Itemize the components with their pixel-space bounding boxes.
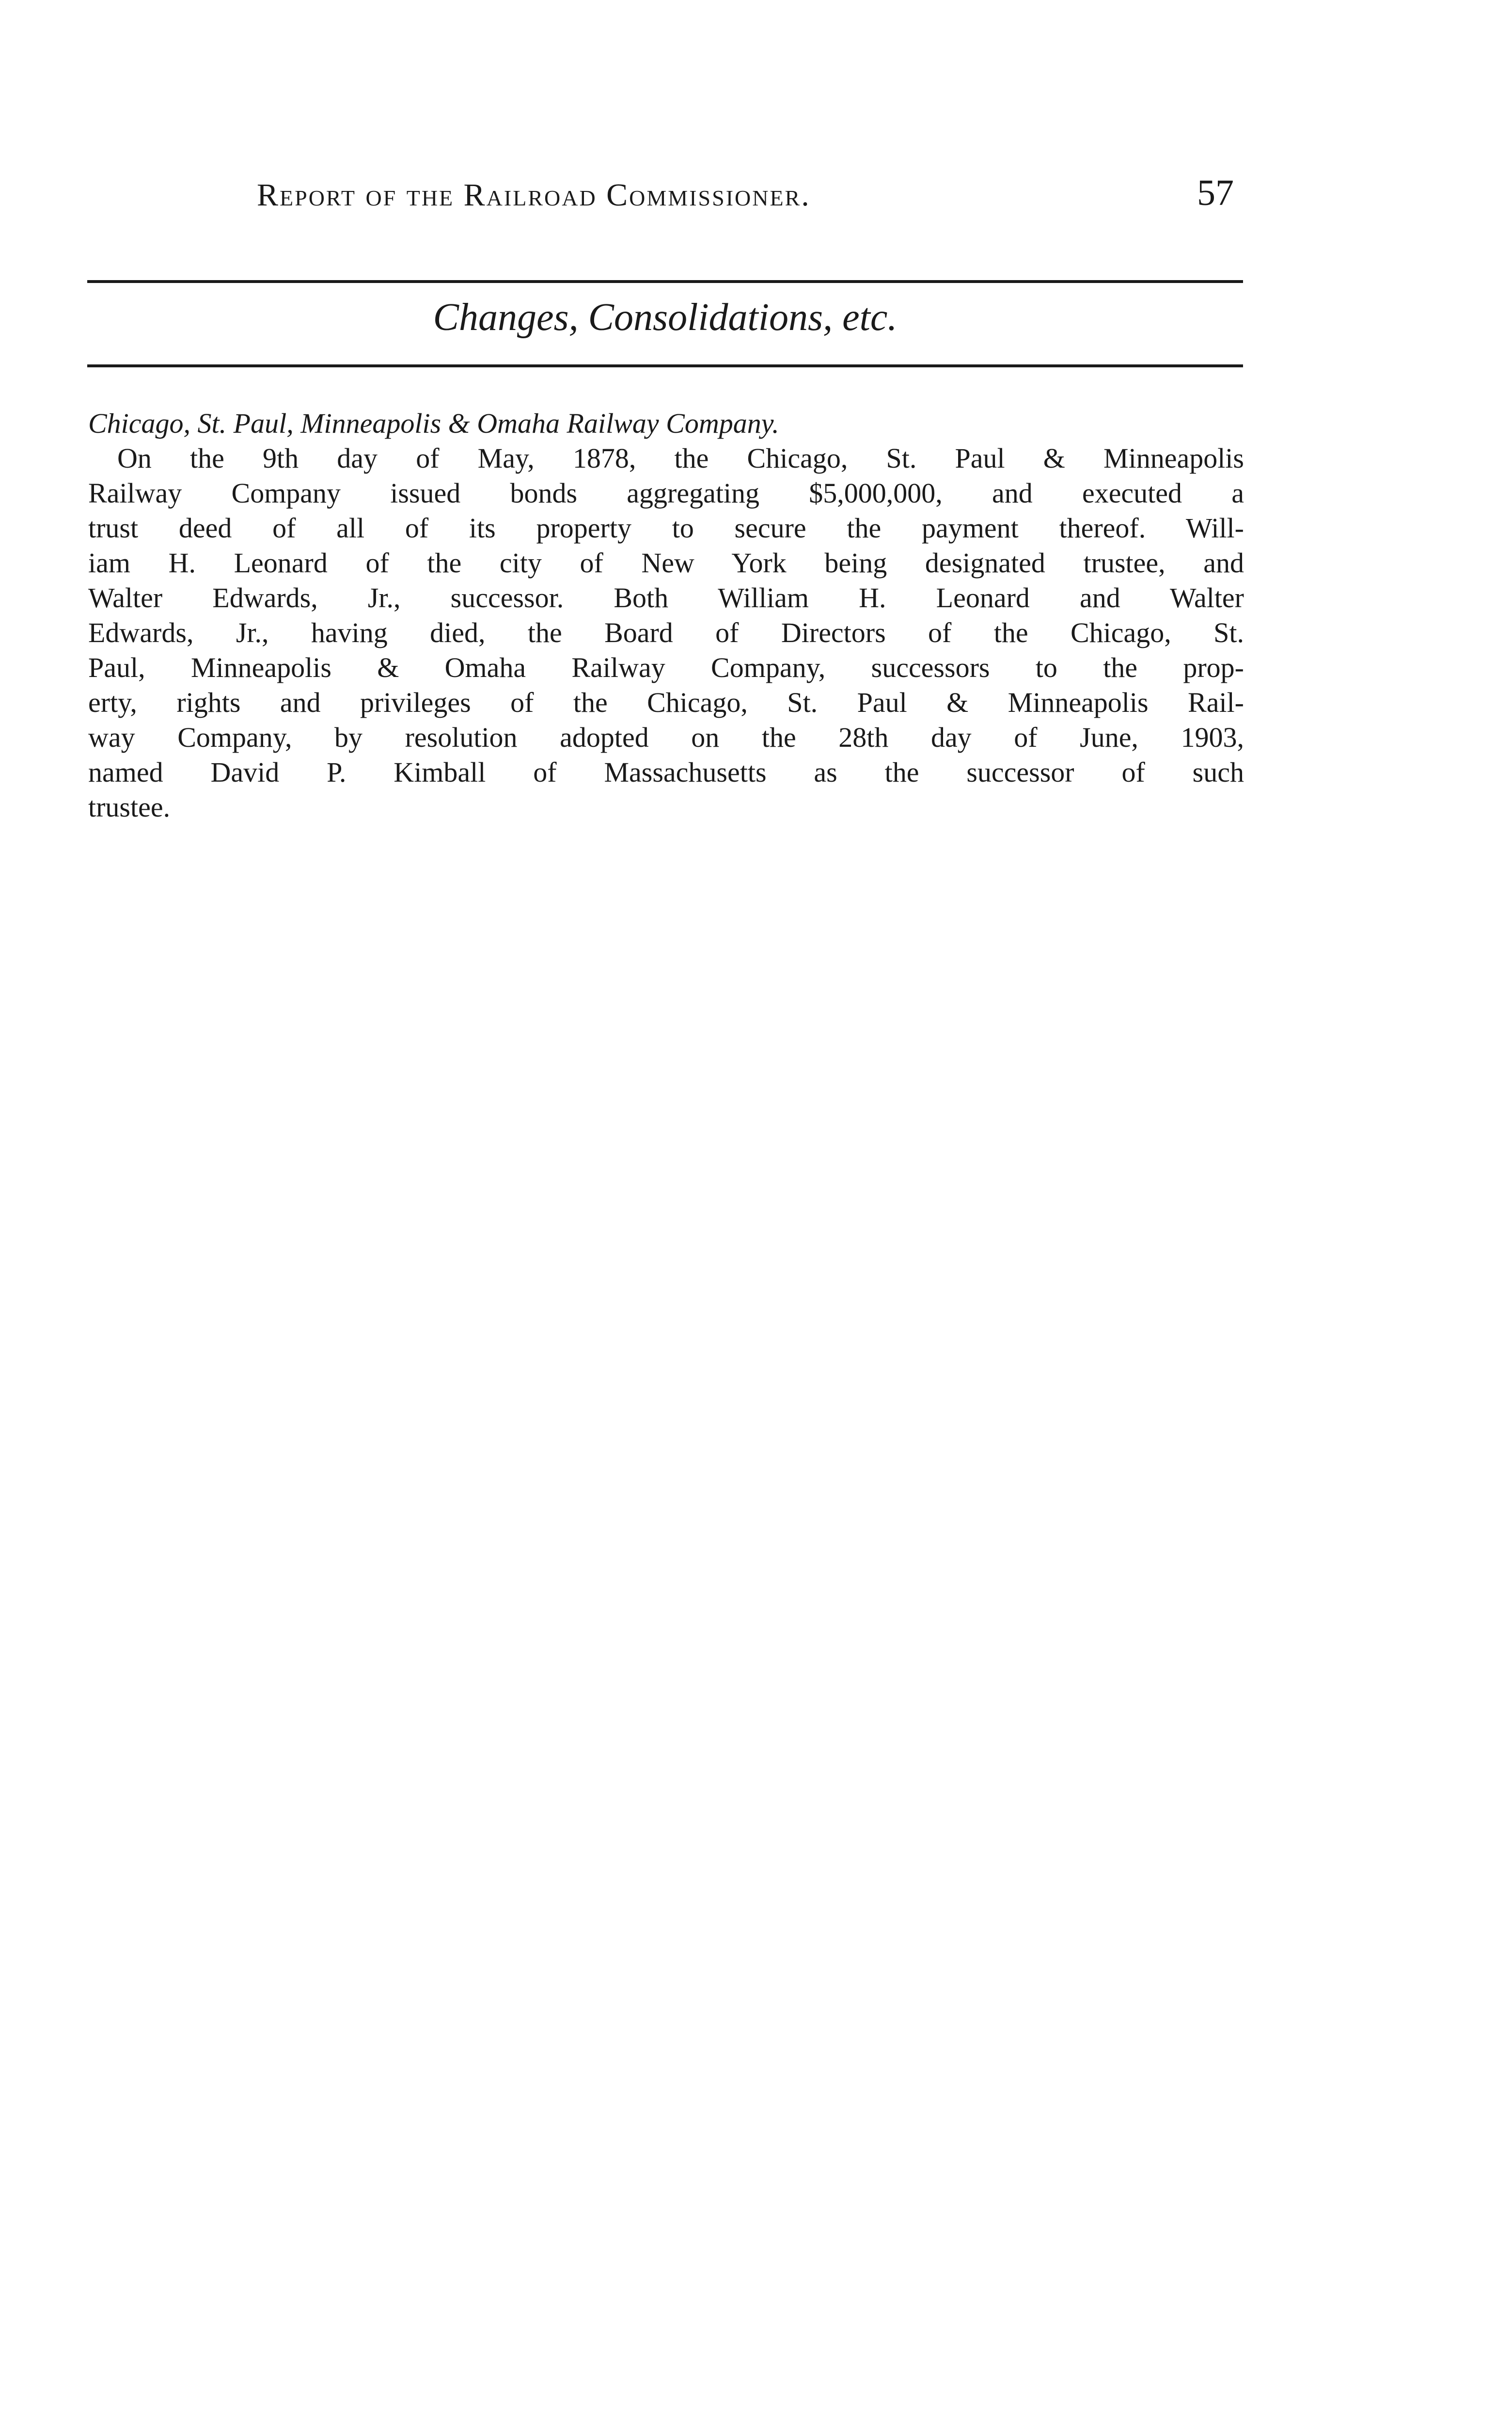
body-line: way Company, by resolution adopted on the 28th day of June, 1903, [88, 722, 1244, 753]
body-line: trust deed of all of its property to secure the payment thereof. Will- [88, 512, 1244, 544]
body-line: On the 9th day of May, 1878, the Chicago, St. Paul & Minneapolis [117, 442, 1244, 474]
body-line: Edwards, Jr., having died, the Board of Directors of the Chicago, St. [88, 617, 1244, 648]
entry-heading: Chicago, St. Paul, Minneapolis & Omaha Railway Company. [88, 408, 779, 439]
running-head: Report of the Railroad Commissioner. [257, 177, 811, 213]
page-number: 57 [1197, 173, 1234, 213]
bottom-rule [87, 364, 1243, 367]
body-line: erty, rights and privileges of the Chicago, St. Paul & Minneapolis Rail- [88, 687, 1244, 718]
body-line: iam H. Leonard of the city of New York being designated trustee, and [88, 547, 1244, 579]
body-line: trustee. [88, 791, 171, 823]
entry-body [88, 441, 1244, 825]
body-line: named David P. Kimball of Massachusetts as the successor of such [88, 756, 1244, 788]
entry [88, 406, 1244, 825]
body-line: Railway Company issued bonds aggregating $5,000,000, and executed a [88, 477, 1244, 509]
body-line: Walter Edwards, Jr., successor. Both William H. Leonard and Walter [88, 582, 1244, 614]
body-line: Paul, Minneapolis & Omaha Railway Company, successors to the prop- [88, 652, 1244, 683]
section-title: Changes, Consolidations, etc. [433, 296, 898, 339]
top-rule [87, 280, 1243, 283]
